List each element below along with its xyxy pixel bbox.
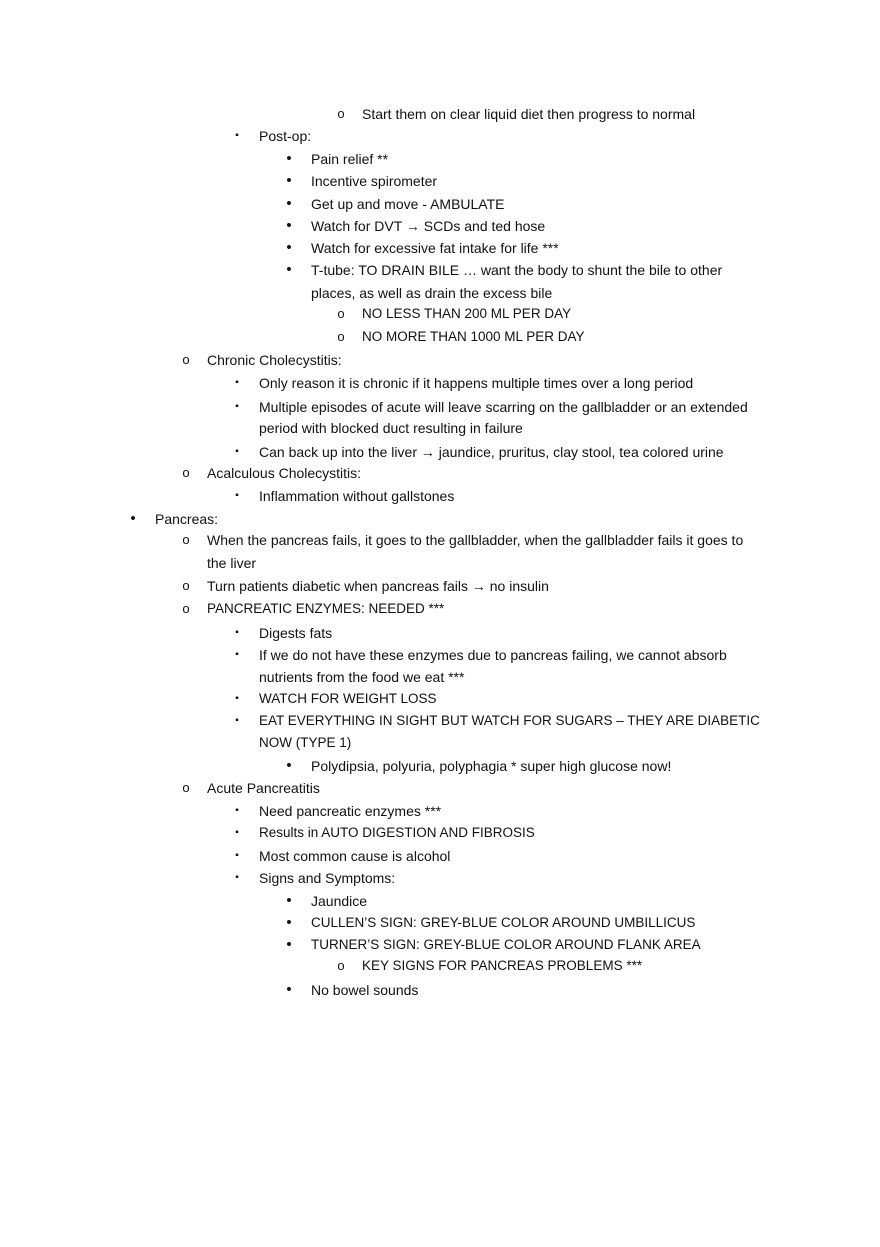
bullet: • xyxy=(286,217,292,234)
list-item-text: Get up and move - AMBULATE xyxy=(311,196,505,212)
list-item-text: Start them on clear liquid diet then progress to normal xyxy=(362,106,696,122)
bullet: o xyxy=(337,329,345,344)
bullet: ▪ xyxy=(235,872,239,883)
bullet: ▪ xyxy=(235,649,239,660)
bullet: ▪ xyxy=(235,827,239,838)
bullet: • xyxy=(286,981,292,998)
list-item-text: NO LESS THAN 200 ML PER DAY xyxy=(362,306,572,321)
list-item-text: Incentive spirometer xyxy=(311,173,438,189)
bullet: o xyxy=(182,465,190,480)
bullet: • xyxy=(286,195,292,212)
list-item-text: Pain relief ** xyxy=(311,151,389,167)
list-item-text: Results in AUTO DIGESTION AND FIBROSIS xyxy=(259,825,535,840)
list-item-text: If we do not have these enzymes due to pancreas failing, we cannot absorb xyxy=(259,647,727,663)
list-item-text: Signs and Symptoms: xyxy=(259,870,396,886)
list-item-text: PANCREATIC ENZYMES: NEEDED *** xyxy=(207,601,445,616)
list-item-text: TURNER’S SIGN: GREY-BLUE COLOR AROUND FLANK AREA xyxy=(311,937,701,952)
bullet: ▪ xyxy=(235,446,239,457)
list-item-text: Can back up into the liver → jaundice, pruritus, clay stool, tea colored urine xyxy=(259,444,724,460)
list-item-text: NOW (TYPE 1) xyxy=(259,735,352,750)
bullet: ▪ xyxy=(235,627,239,638)
list-item-text: Pancreas: xyxy=(155,511,219,527)
bullet: o xyxy=(337,958,345,973)
bullet: ▪ xyxy=(235,693,239,704)
list-item-text: Inflammation without gallstones xyxy=(259,488,455,504)
bullet: • xyxy=(286,914,292,931)
list-item-text: Multiple episodes of acute will leave scarring on the gallbladder or an extended xyxy=(259,399,748,415)
list-item-text: nutrients from the food we eat *** xyxy=(259,669,465,685)
bullet: o xyxy=(337,306,345,321)
list-item-text: Jaundice xyxy=(311,893,368,909)
bullet: o xyxy=(182,352,190,367)
list-item-text: Need pancreatic enzymes *** xyxy=(259,803,442,819)
bullet: ▪ xyxy=(235,490,239,501)
list-item-text: When the pancreas fails, it goes to the gallbladder, when the gallbladder fails it goes to xyxy=(207,532,744,548)
list-item-text: NO MORE THAN 1000 ML PER DAY xyxy=(362,329,585,344)
list-item-text: Turn patients diabetic when pancreas fails → no insulin xyxy=(207,578,549,594)
list-item-text: EAT EVERYTHING IN SIGHT BUT WATCH FOR SUGARS – THEY ARE DIABETIC xyxy=(259,713,760,728)
bullet: • xyxy=(286,757,292,774)
bullet: ▪ xyxy=(235,715,239,726)
list-item-text: WATCH FOR WEIGHT LOSS xyxy=(259,691,437,706)
list-item-text: Watch for DVT → SCDs and ted hose xyxy=(311,218,546,234)
list-item-text: Most common cause is alcohol xyxy=(259,848,451,864)
list-item-text: Acalculous Cholecystitis: xyxy=(207,465,362,481)
bullet: • xyxy=(286,172,292,189)
bullet: • xyxy=(286,150,292,167)
bullet: o xyxy=(182,601,190,616)
bullet: • xyxy=(286,261,292,278)
list-item-text: Watch for excessive fat intake for life *** xyxy=(311,240,559,256)
list-item-text: Only reason it is chronic if it happens multiple times over a long period xyxy=(259,375,694,391)
bullet: • xyxy=(286,936,292,953)
list-item-text: Chronic Cholecystitis: xyxy=(207,352,342,368)
list-item-text: No bowel sounds xyxy=(311,982,419,998)
bullet: ▪ xyxy=(235,850,239,861)
list-item-text: Acute Pancreatitis xyxy=(207,780,320,796)
list-item-text: places, as well as drain the excess bile xyxy=(311,285,553,301)
bullet: o xyxy=(182,780,190,795)
bullet: o xyxy=(182,578,190,593)
list-item-text: Post-op: xyxy=(259,128,312,144)
bullet: • xyxy=(286,239,292,256)
bullet: ▪ xyxy=(235,130,239,141)
list-item-text: Polydipsia, polyuria, polyphagia * super high glucose now! xyxy=(311,758,672,774)
list-item-text: the liver xyxy=(207,555,257,571)
bullet: ▪ xyxy=(235,401,239,412)
bullet: • xyxy=(130,510,136,527)
list-item-text: period with blocked duct resulting in failure xyxy=(259,420,523,436)
list-item-text: Digests fats xyxy=(259,625,333,641)
bullet: • xyxy=(286,892,292,909)
bullet: o xyxy=(337,106,345,121)
list-item-text: KEY SIGNS FOR PANCREAS PROBLEMS *** xyxy=(362,958,643,973)
list-item-text: T-tube: TO DRAIN BILE … want the body to shunt the bile to other xyxy=(311,262,723,278)
bullet: ▪ xyxy=(235,805,239,816)
bullet: o xyxy=(182,532,190,547)
list-item-text: CULLEN’S SIGN: GREY-BLUE COLOR AROUND UMBILLICUS xyxy=(311,915,696,930)
bullet: ▪ xyxy=(235,377,239,388)
